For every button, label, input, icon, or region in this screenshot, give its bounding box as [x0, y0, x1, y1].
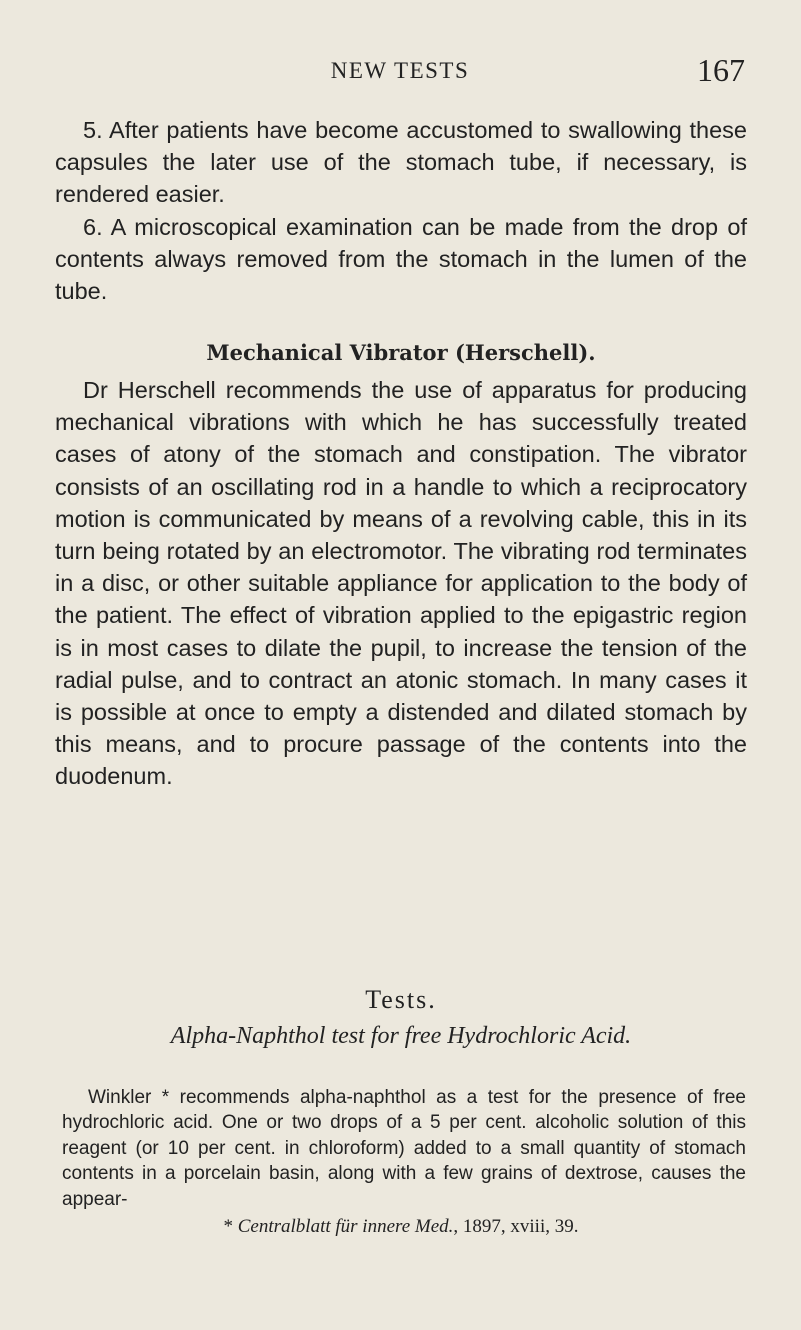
page-header	[55, 52, 745, 98]
footnote-source: Centralblatt für innere Med.	[237, 1216, 454, 1237]
running-head: NEW TESTS	[330, 58, 470, 83]
alpha-naphthol-paragraph: Winkler * recommends alpha-naphthol as a test for the presence of free hydrochloric acid. One or two drops of a 5 per cent. alcoholic solution of this reagent (or 10 per cent. in chloroform) added to a small quantity of stomach contents in a porcelain basin, along with a few grains of dextrose, causes the appear-	[62, 1087, 746, 1210]
footnote-citation: , 1897, xviii, 39.	[453, 1216, 579, 1237]
paragraph-item-5: 5. After patients have become accustomed to swallowing these capsules the later use of the stomach tube, if necessary, is rendered easier.	[55, 117, 747, 208]
footnote	[55, 1216, 747, 1238]
mechanical-vibrator-paragraph: Dr Herschell recommends the use of apparatus for producing mechanical vibrations with which he has successfully treated cases of atony of the stomach and constipation. The vibrator consists of an oscillating rod in a handle to which a reciprocatory motion is communicated by means of a revolving cable, this in its turn being rotated by an electromotor. The vibrating rod terminates in a disc, or other suitable appliance for application to the body of the patient. The effect of vibration applied to the epigastric region is in most cases to dilate the pupil, to increase the tension of the radial pulse, and to contract an atonic stomach. In many cases it is possible at once to empty a distended and dilated stomach by this means, and to procure passage of the contents into the duodenum.	[55, 377, 747, 790]
numbered-paragraphs	[55, 114, 747, 307]
page-number: 167	[697, 52, 745, 88]
mechanical-vibrator-section	[55, 374, 747, 793]
footnote-marker: *	[223, 1216, 238, 1237]
subheading-alpha-naphthol: Alpha-Naphthol test for free Hydrochloric Acid.	[170, 1023, 632, 1049]
section-heading-mechanical-vibrator: Mechanical Vibrator (Herschell).	[206, 340, 596, 365]
paragraph-item-6: 6. A microscopical examination can be made from the drop of contents always removed from the stomach in the lumen of the tube.	[55, 213, 747, 305]
section-heading-tests: Tests.	[365, 985, 437, 1014]
